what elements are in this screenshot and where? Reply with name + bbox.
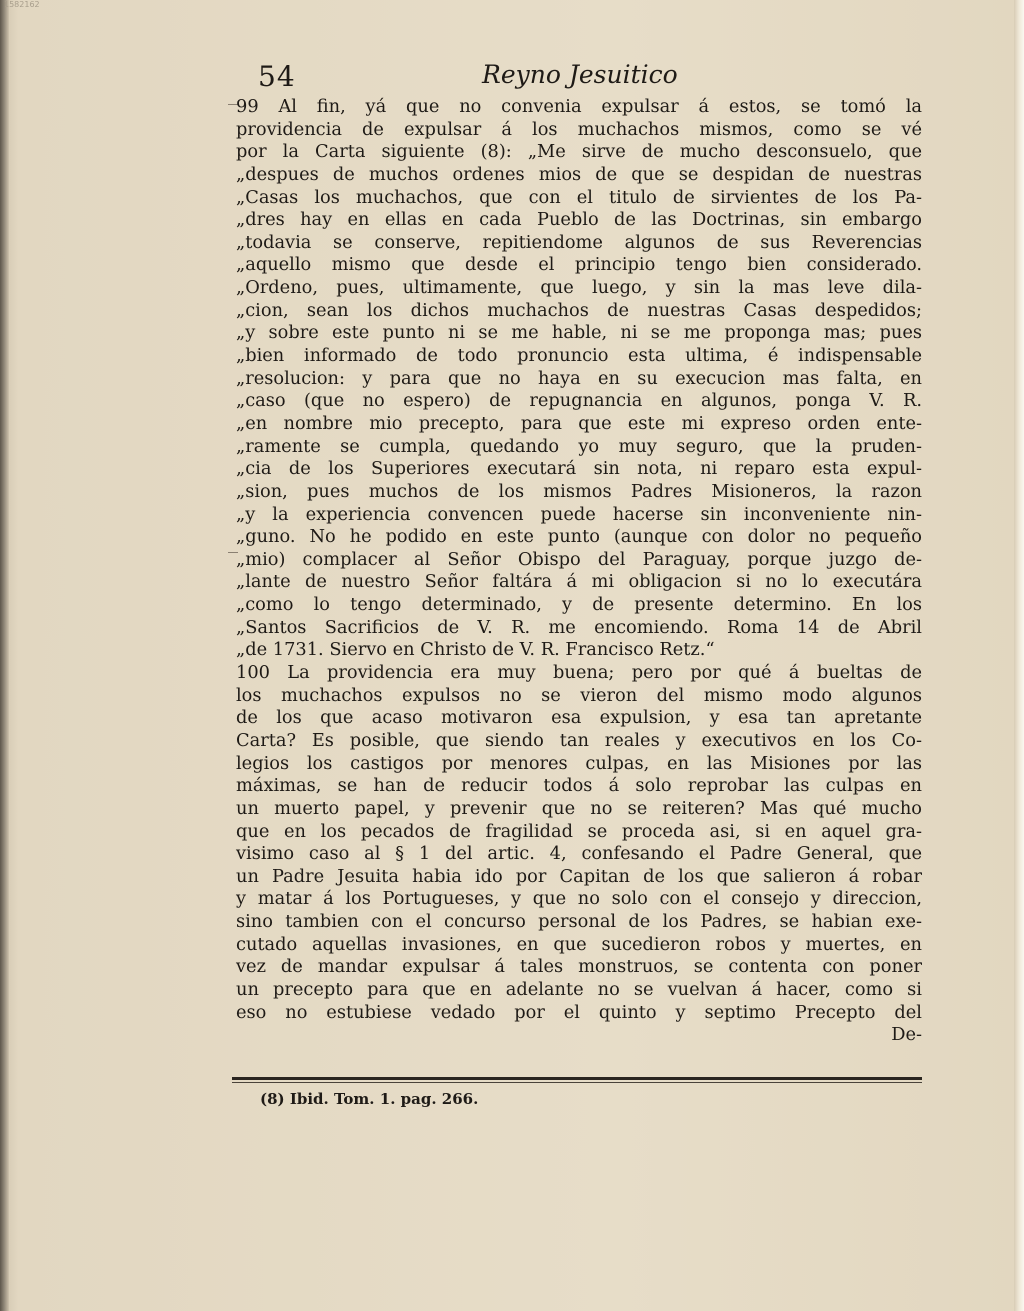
text-line: vez de mandar expulsar á tales monstruos, se contenta con poner	[236, 956, 922, 978]
text-line: „lante de nuestro Señor faltára á mi obligacion si no lo executára	[236, 571, 922, 593]
text-line: cutado aquellas invasiones, en que sucedieron robos y muertes, en	[236, 933, 922, 955]
text-line: sino tambien con el concurso personal de los Padres, se habian exe-	[236, 911, 922, 933]
text-line: 99 Al fin, yá que no convenia expulsar á estos, se tomó la	[236, 96, 922, 117]
text-line: „despues de muchos ordenes mios de que se despidan de nuestras	[236, 163, 922, 185]
text-line: „ramente se cumpla, quedando yo muy seguro, que la pruden-	[236, 435, 922, 457]
text-line: „como lo tengo determinado, y de presente determino. En los	[236, 594, 922, 616]
text-line: y matar á los Portugueses, y que no solo con el consejo y direccion,	[236, 888, 922, 910]
text-line: „Santos Sacrificios de V. R. me encomiendo. Roma 14 de Abril	[236, 616, 922, 638]
text-line: „guno. No he podido en este punto (aunque con dolor no pequeño	[236, 526, 922, 548]
page-number: 54	[258, 60, 296, 93]
text-line: „Casas los muchachos, que con el titulo de sirvientes de los Pa-	[236, 186, 922, 208]
text-line: „y sobre este punto ni se me hable, ni se me proponga mas; pues	[236, 322, 922, 344]
text-line: „cion, sean los dichos muchachos de nuestras Casas despedidos;	[236, 299, 922, 321]
text-line: „en nombre mio precepto, para que este mi expreso orden ente-	[236, 412, 922, 434]
text-line: „caso (que no espero) de repugnancia en algunos, ponga V. R.	[236, 390, 922, 412]
text-line: un precepto para que en adelante no se vuelvan á hacer, como si	[236, 978, 922, 1000]
text-line: eso no estubiese vedado por el quinto y septimo Precepto del	[236, 1001, 922, 1023]
text-line: „Ordeno, pues, ultimamente, que luego, y sin la mas leve dila-	[236, 277, 922, 299]
text-line: „resolucion: y para que no haya en su execucion mas falta, en	[236, 367, 922, 389]
text-line: providencia de expulsar á los muchachos mismos, como se vé	[236, 118, 922, 140]
text-line: un muerto papel, y prevenir que no se reiteren? Mas qué mucho	[236, 797, 922, 819]
text-line: „todavia se conserve, repitiendome algunos de sus Reverencias	[236, 231, 922, 253]
text-line: „aquello mismo que desde el principio tengo bien considerado.	[236, 254, 922, 276]
footnote-rule	[232, 1077, 922, 1080]
text-line: „sion, pues muchos de los mismos Padres Misioneros, la razon	[236, 480, 922, 502]
text-line: „y la experiencia convencen puede hacerse sin inconveniente nin-	[236, 503, 922, 525]
text-line: un Padre Jesuita habia ido por Capitan de los que salieron á robar	[236, 865, 922, 887]
footnote: (8) Ibid. Tom. 1. pag. 266.	[260, 1090, 479, 1108]
text-line: los muchachos expulsos no se vieron del mismo modo algunos	[236, 684, 922, 706]
text-line: „mio) complacer al Señor Obispo del Paraguay, porque juzgo de-	[236, 548, 922, 570]
text-line: que en los pecados de fragilidad se proceda asi, si en aquel gra-	[236, 820, 922, 842]
text-line: „dres hay en ellas en cada Pueblo de las Doctrinas, sin embargo	[236, 209, 922, 231]
text-line: legios los castigos por menores culpas, en las Misiones por las	[236, 752, 922, 774]
text-line: „de 1731. Siervo en Christo de V. R. Francisco Retz.“	[236, 639, 715, 661]
page-right-margin	[1014, 0, 1024, 1311]
page-header	[258, 60, 928, 96]
page-binding-shadow	[0, 0, 9, 1311]
text-line: „bien informado de todo pronuncio esta ultima, é indispensable	[236, 345, 922, 367]
text-line: visimo caso al § 1 del artic. 4, confesando el Padre General, que	[236, 843, 922, 865]
footnote-rule-thin	[232, 1082, 922, 1083]
corner-stamp: 1582162	[4, 0, 40, 9]
text-line: de los que acaso motivaron esa expulsion, y esa tan apretante	[236, 707, 922, 729]
text-line: „cia de los Superiores executará sin nota, ni reparo esta expul-	[236, 458, 922, 480]
running-title: Reyno Jesuitico	[482, 60, 678, 89]
text-line: máximas, se han de reducir todos á solo reprobar las culpas en	[236, 775, 922, 797]
text-line: por la Carta siguiente (8): „Me sirve de mucho desconsuelo, que	[236, 141, 922, 163]
text-line: Carta? Es posible, que siendo tan reales y executivos en los Co-	[236, 729, 922, 751]
text-line: 100 La providencia era muy buena; pero por qué á bueltas de	[236, 662, 922, 684]
body-text	[236, 96, 922, 1047]
text-line: De-	[891, 1024, 922, 1046]
